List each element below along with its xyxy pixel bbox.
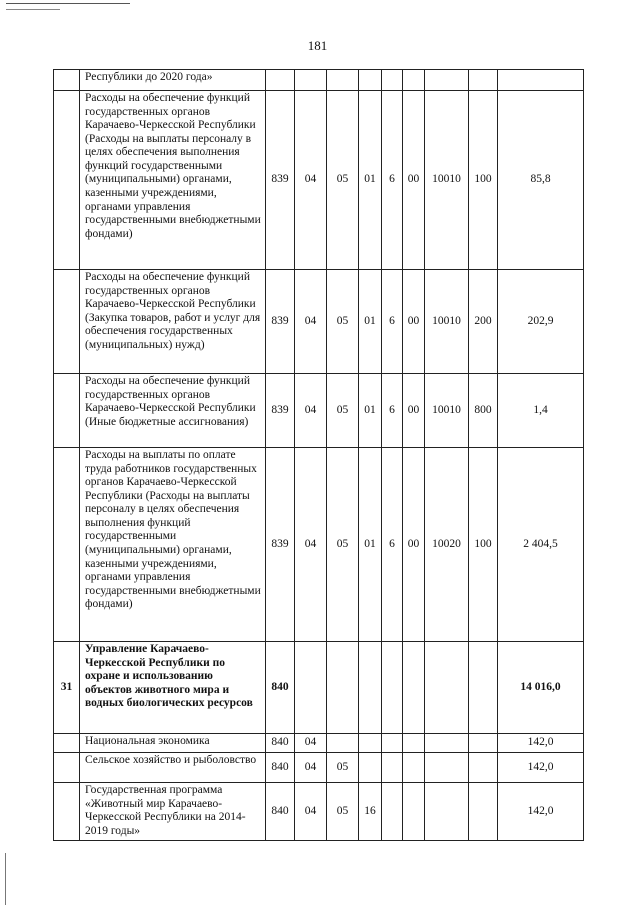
direction-code: 00 [403, 91, 425, 270]
subsection-code: 05 [327, 374, 359, 448]
amount: 142,0 [498, 734, 584, 753]
table-row [54, 270, 584, 374]
subsection-code [327, 734, 359, 753]
table-row [54, 783, 584, 841]
row-name: Сельское хозяйство и рыболовство [80, 753, 266, 783]
table-row [54, 91, 584, 270]
amount: 85,8 [498, 91, 584, 270]
scan-edge-line-short [6, 9, 60, 10]
direction-code: 00 [403, 374, 425, 448]
target-code [425, 642, 469, 734]
row-name: Управление Карачаево-Черкесской Республики по охране и использованию объектов животного мира и водных биологических ресурсов [80, 642, 266, 734]
program-code: 01 [359, 374, 382, 448]
section-code: 04 [295, 734, 327, 753]
amount: 1,4 [498, 374, 584, 448]
target-code [425, 734, 469, 753]
subprogram-code: 6 [382, 374, 403, 448]
program-code: 01 [359, 448, 382, 642]
target-code: 10010 [425, 374, 469, 448]
target-code [425, 753, 469, 783]
ved-code: 840 [266, 734, 295, 753]
ved-code: 840 [266, 642, 295, 734]
subprogram-code [382, 70, 403, 91]
subprogram-code [382, 783, 403, 841]
amount: 2 404,5 [498, 448, 584, 642]
program-code [359, 70, 382, 91]
direction-code [403, 642, 425, 734]
expense-type-code: 800 [469, 374, 498, 448]
row-number [54, 374, 80, 448]
table-row [54, 753, 584, 783]
row-number [54, 734, 80, 753]
target-code [425, 70, 469, 91]
table-row [54, 642, 584, 734]
target-code [425, 783, 469, 841]
expense-type-code [469, 70, 498, 91]
subprogram-code [382, 642, 403, 734]
row-number [54, 70, 80, 91]
scan-edge-line [6, 3, 130, 4]
section-code [295, 70, 327, 91]
scan-margin-line [5, 853, 6, 905]
ved-code [266, 70, 295, 91]
program-code [359, 734, 382, 753]
row-number [54, 783, 80, 841]
subsection-code: 05 [327, 91, 359, 270]
direction-code: 00 [403, 448, 425, 642]
ved-code: 839 [266, 91, 295, 270]
subsection-code [327, 70, 359, 91]
row-number: 31 [54, 642, 80, 734]
program-code: 01 [359, 270, 382, 374]
row-name: Республики до 2020 года» [80, 70, 266, 91]
table-row [54, 734, 584, 753]
table-row [54, 70, 584, 91]
row-number [54, 91, 80, 270]
subprogram-code [382, 753, 403, 783]
subprogram-code: 6 [382, 91, 403, 270]
expense-type-code [469, 753, 498, 783]
subsection-code: 05 [327, 448, 359, 642]
row-number [54, 753, 80, 783]
page-number: 181 [307, 38, 328, 53]
subsection-code [327, 642, 359, 734]
subprogram-code [382, 734, 403, 753]
ved-code: 840 [266, 753, 295, 783]
ved-code: 839 [266, 270, 295, 374]
table-row [54, 374, 584, 448]
section-code: 04 [295, 753, 327, 783]
expense-type-code [469, 642, 498, 734]
section-code: 04 [295, 91, 327, 270]
subsection-code: 05 [327, 270, 359, 374]
row-number [54, 448, 80, 642]
amount: 202,9 [498, 270, 584, 374]
direction-code [403, 70, 425, 91]
target-code: 10010 [425, 270, 469, 374]
row-number [54, 270, 80, 374]
subprogram-code: 6 [382, 270, 403, 374]
expense-type-code: 100 [469, 448, 498, 642]
row-name: Расходы на обеспечение функций государственных органов Карачаево-Черкесской Республики (Иные бюджетные ассигнования) [80, 374, 266, 448]
ved-code: 839 [266, 374, 295, 448]
direction-code [403, 734, 425, 753]
amount: 142,0 [498, 753, 584, 783]
row-name: Расходы на обеспечение функций государственных органов Карачаево-Черкесской Республики (Расходы на выплаты персоналу в целях обеспечения выполнения функций государственными (муниципальными) органами, казенными учреждениями, органами управления государственными внебюджетными фондами) [80, 91, 266, 270]
expense-type-code [469, 783, 498, 841]
amount [498, 70, 584, 91]
direction-code [403, 753, 425, 783]
section-code: 04 [295, 448, 327, 642]
ved-code: 840 [266, 783, 295, 841]
program-code: 16 [359, 783, 382, 841]
program-code [359, 642, 382, 734]
amount: 142,0 [498, 783, 584, 841]
table-row [54, 448, 584, 642]
amount: 14 016,0 [498, 642, 584, 734]
ved-code: 839 [266, 448, 295, 642]
section-code: 04 [295, 783, 327, 841]
subsection-code: 05 [327, 783, 359, 841]
subprogram-code: 6 [382, 448, 403, 642]
program-code: 01 [359, 91, 382, 270]
row-name: Расходы на выплаты по оплате труда работников государственных органов Карачаево-Черкесской Республики (Расходы на выплаты персоналу в целях обеспечения выполнения функций государственными (муниципальными) органами, казенными учреждениями, органами управления государственными внебюджетными фондами) [80, 448, 266, 642]
expense-type-code: 100 [469, 91, 498, 270]
section-code: 04 [295, 374, 327, 448]
row-name: Национальная экономика [80, 734, 266, 753]
row-name: Государственная программа «Животный мир Карачаево-Черкесской Республики на 2014-2019 годы» [80, 783, 266, 841]
expense-type-code [469, 734, 498, 753]
budget-table [53, 69, 584, 841]
direction-code: 00 [403, 270, 425, 374]
target-code: 10010 [425, 91, 469, 270]
program-code [359, 753, 382, 783]
table-body [54, 70, 584, 841]
expense-type-code: 200 [469, 270, 498, 374]
target-code: 10020 [425, 448, 469, 642]
row-name: Расходы на обеспечение функций государственных органов Карачаево-Черкесской Республики (Закупка товаров, работ и услуг для обеспечения государственных (муниципальных) нужд) [80, 270, 266, 374]
subsection-code: 05 [327, 753, 359, 783]
section-code: 04 [295, 270, 327, 374]
section-code [295, 642, 327, 734]
direction-code [403, 783, 425, 841]
